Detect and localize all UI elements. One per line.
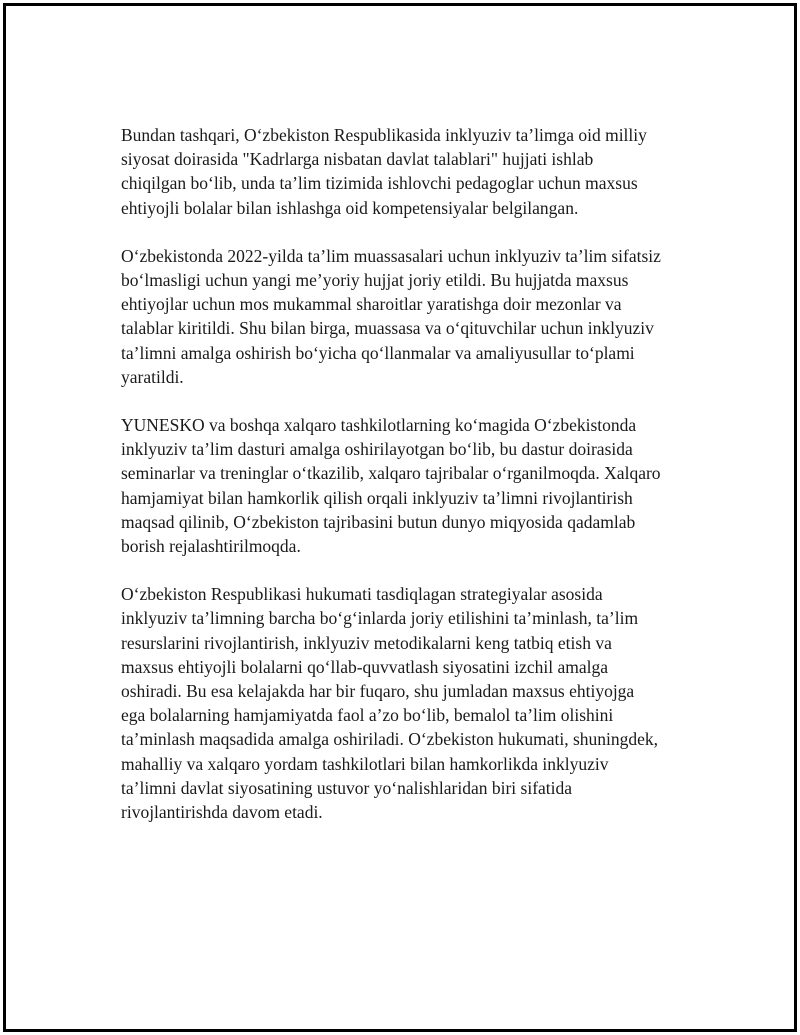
text-line: inklyuziv ta’limning barcha bo‘g‘inlarda joriy etilishini ta’minlash, ta’lim [121, 608, 639, 629]
text-line: hamjamiyat bilan hamkorlik qilish orqali inklyuziv ta’limni rivojlantirish [121, 487, 633, 508]
text-line: YUNESKO va boshqa xalqaro tashkilotlarning ko‘magida O‘zbekistonda [121, 415, 637, 436]
text-line: Bundan tashqari, O‘zbekiston Respublikasida inklyuziv ta’limga oid milliy [121, 125, 647, 145]
text-line: ta’limni davlat siyosatining ustuvor yo‘nalishlaridan biri sifatida [121, 777, 573, 798]
text-line: borish rejalashtirilmoqda. [121, 536, 301, 557]
text-line: chiqilgan bo‘lib, unda ta’lim tizimida ishlovchi pedagoglar uchun maxsus [121, 173, 638, 194]
text-line: ehtiyojli bolalar bilan ishlashga oid kompetensiyalar belgilangan. [121, 197, 579, 218]
text-line: O‘zbekiston Respublikasi hukumati tasdiqlagan strategiyalar asosida [121, 584, 603, 605]
text-line: ega bolalarning hamjamiyatda faol a’zo bo‘lib, bemalol ta’lim olishini [121, 705, 614, 726]
text-line: talablar kiritildi. Shu bilan birga, muassasa va o‘qituvchilar uchun inklyuziv [121, 318, 654, 339]
text-line: mahalliy va xalqaro yordam tashkilotlari bilan hamkorlikda inklyuziv [121, 753, 609, 774]
text-line: inklyuziv ta’lim dasturi amalga oshirilayotgan bo‘lib, bu dastur doirasida [121, 439, 633, 460]
text-line: ehtiyojlar uchun mos mukammal sharoitlar yaratishga doir mezonlar va [121, 294, 622, 315]
text-line: maqsad qilinib, O‘zbekiston tajribasini butun dunyo miqyosida qadamlab [121, 511, 636, 532]
text-line: rivojlantirishda davom etadi. [121, 802, 323, 823]
text-line: O‘zbekistonda 2022-yilda ta’lim muassasalari uchun inklyuziv ta’lim sifatsiz [121, 245, 661, 266]
text-line: yaratildi. [121, 366, 184, 387]
text-line: siyosat doirasida "Kadrlarga nisbatan davlat talablari" hujjati ishlab [121, 149, 594, 170]
text-line: ta’minlash maqsadida amalga oshiriladi. O‘zbekiston hukumati, shuningdek, [121, 729, 659, 750]
text-line: oshiradi. Bu esa kelajakda har bir fuqaro, shu jumladan maxsus ehtiyojga [121, 681, 635, 702]
text-line: bo‘lmasligi uchun yangi me’yoriy hujjat joriy etildi. Bu hujjatda maxsus [121, 270, 629, 291]
paragraph-unesco-cooperation [121, 413, 701, 558]
paragraph-2022-regulation [121, 244, 701, 389]
document-body [121, 123, 701, 848]
text-line: maxsus ehtiyojli bolalarni qo‘llab-quvvatlash siyosatini izchil amalga [121, 656, 608, 677]
text-line: ta’limni amalga oshirish bo‘yicha qo‘llanmalar va amaliyusullar to‘plami [121, 342, 635, 363]
paragraph-teacher-competencies [121, 123, 701, 220]
paragraph-government-strategy [121, 582, 701, 824]
document-page [3, 3, 797, 1032]
text-line: seminarlar va treninglar o‘tkazilib, xalqaro tajribalar o‘rganilmoqda. Xalqaro [121, 463, 661, 484]
text-line: resurslarini rivojlantirish, inklyuziv metodikalarni keng tatbiq etish va [121, 632, 612, 653]
